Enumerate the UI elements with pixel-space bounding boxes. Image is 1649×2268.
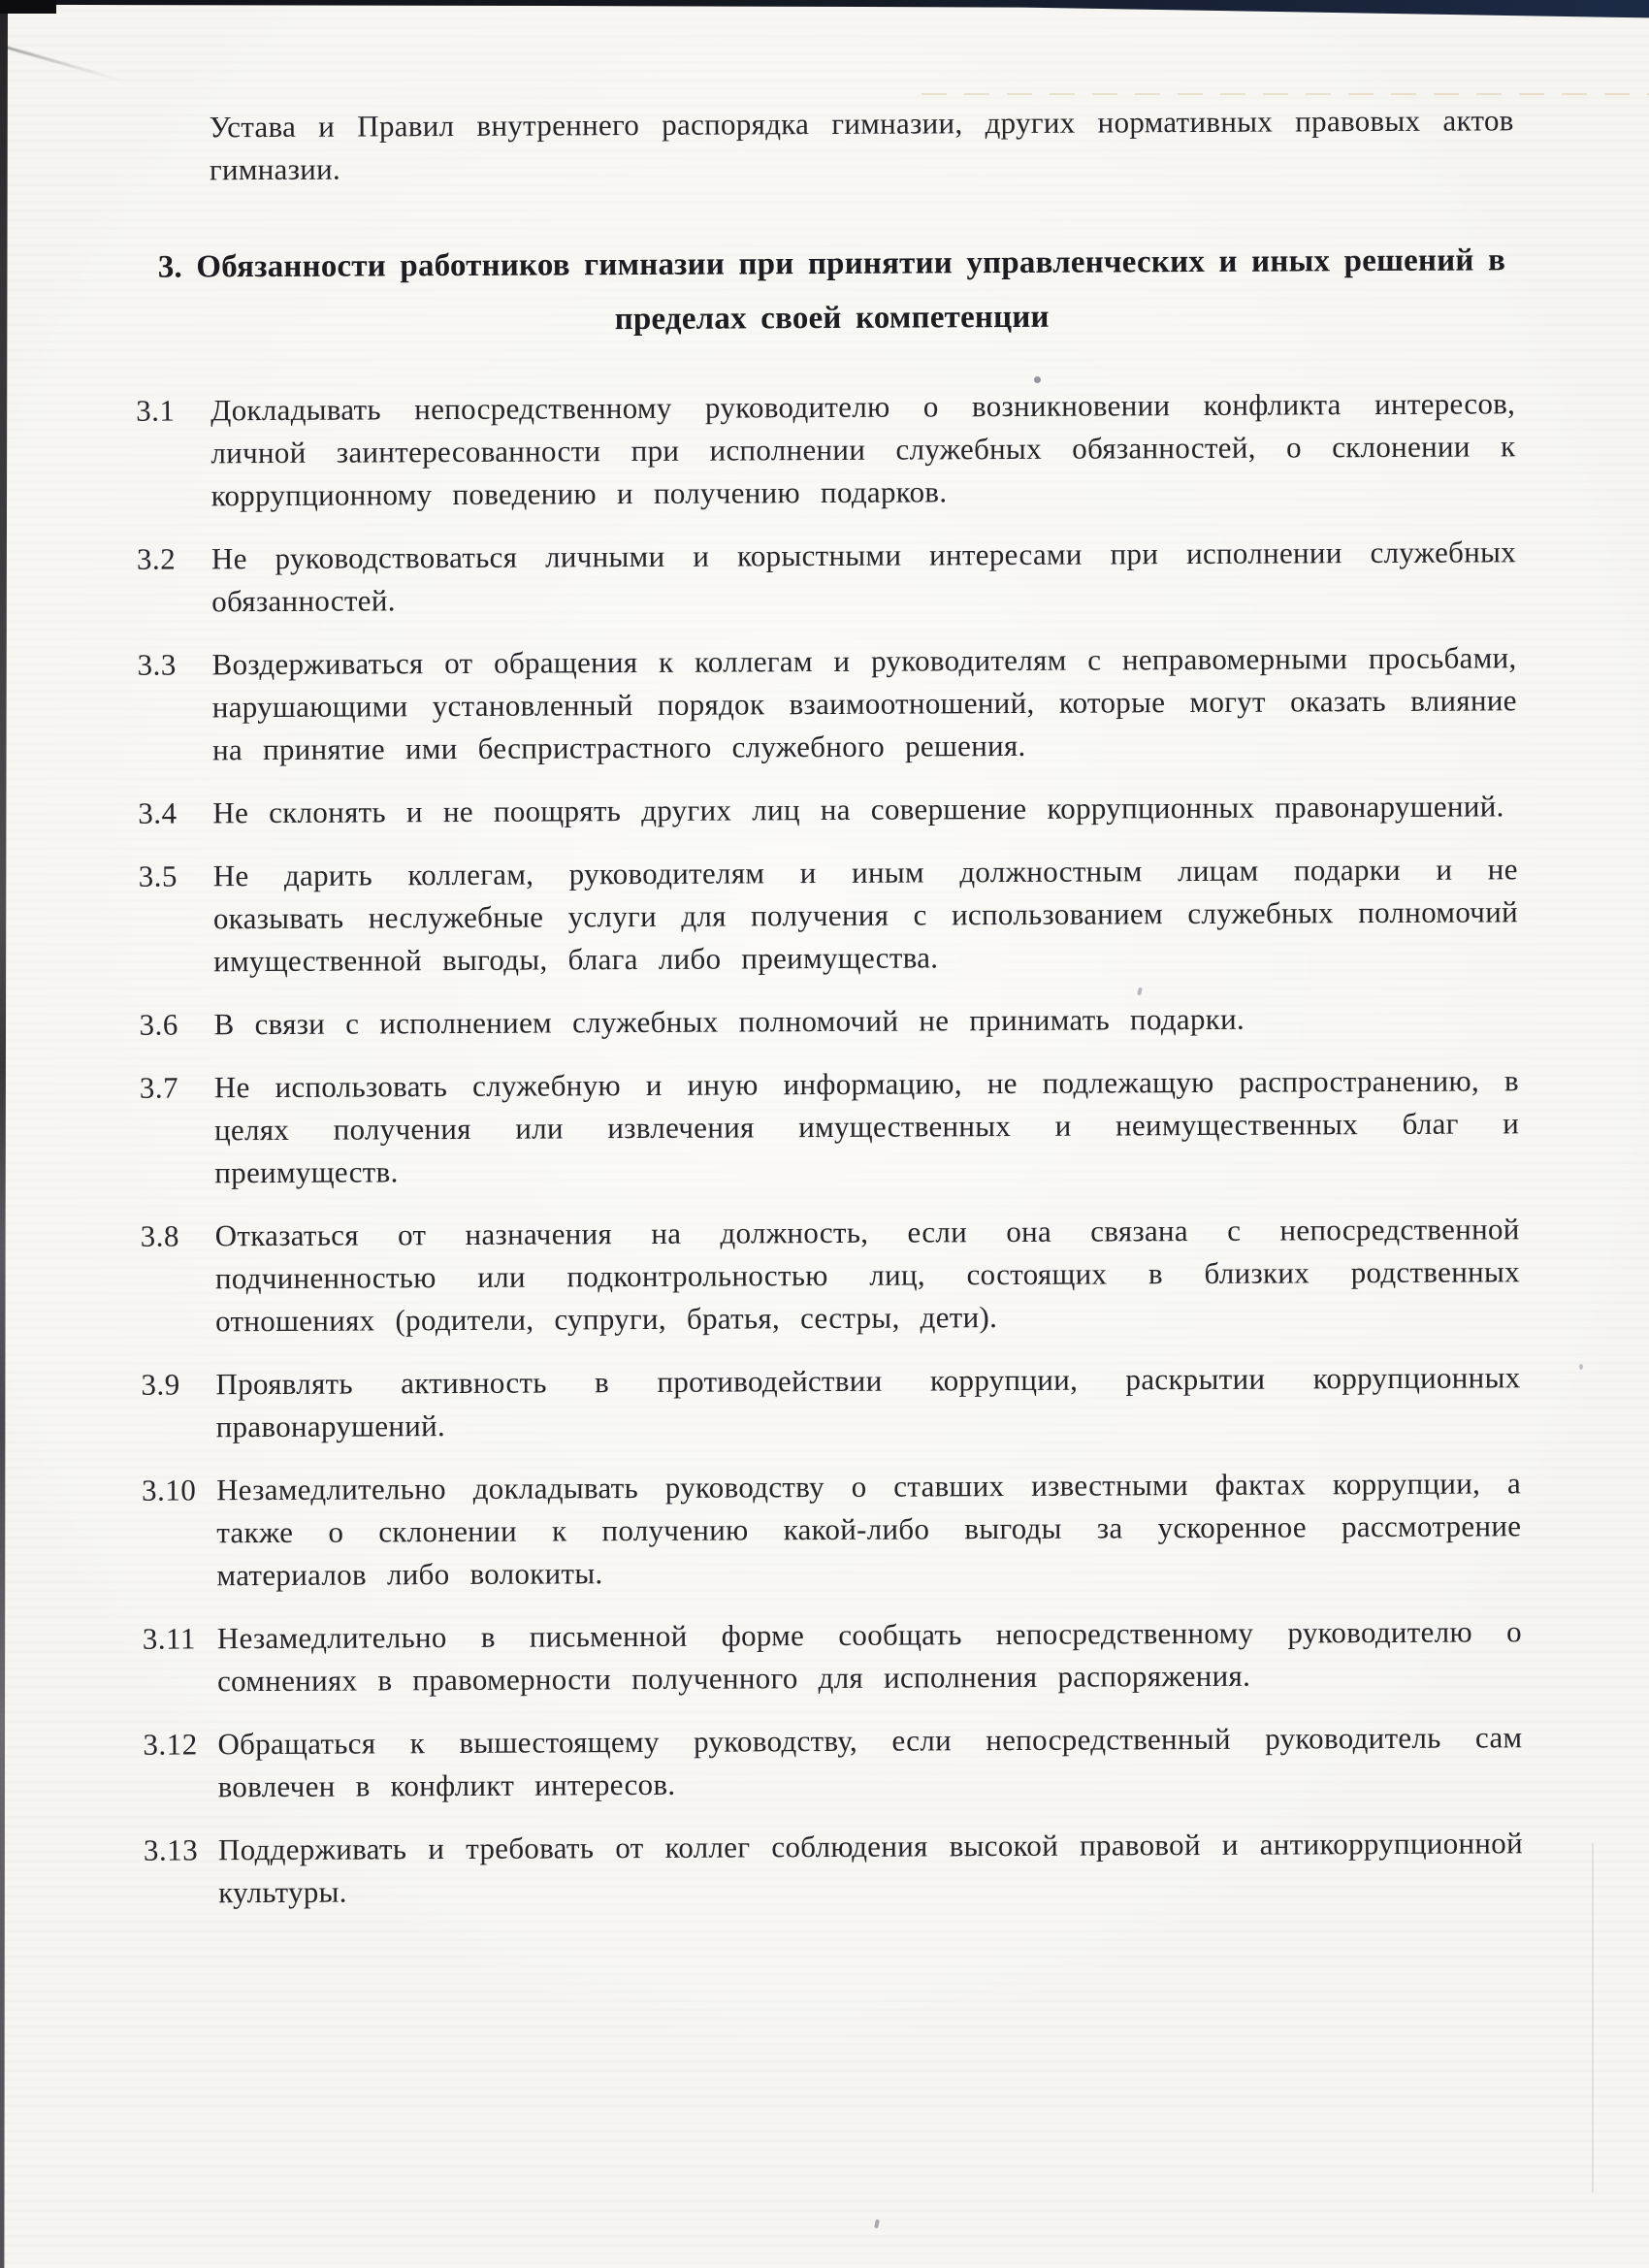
item-number: 3.3 bbox=[137, 647, 177, 682]
intro-paragraph: Устава и Правил внутреннего распорядка гимназии, других нормативных правовых актов гимназии. bbox=[209, 103, 1514, 187]
list-item bbox=[138, 848, 1519, 983]
item-text: Не использовать служебную и иную информацию, не подлежащую распространению, в целях получения или извлечения имущественных и неимущественных благ и преимуществ. bbox=[213, 1063, 1520, 1190]
item-number: 3.10 bbox=[141, 1473, 197, 1507]
item-number: 3.2 bbox=[136, 541, 177, 576]
scan-corner-artifact bbox=[0, 0, 56, 14]
list-item bbox=[139, 1059, 1520, 1194]
item-number: 3.12 bbox=[143, 1727, 198, 1762]
item-number: 3.13 bbox=[143, 1832, 199, 1867]
item-text: Не дарить коллегам, руководителям и иным должностным лицам подарки и не оказывать неслужебные услуги для получения с использованием служебных полномочий имущественной выгоды, блага либо преимущества. bbox=[212, 852, 1519, 979]
item-number: 3.6 bbox=[139, 1007, 178, 1042]
item-number: 3.7 bbox=[139, 1070, 179, 1105]
item-text: Поддерживать и требовать от коллег соблюдения высокой правовой и антикоррупционной культуры. bbox=[217, 1826, 1524, 1910]
list-item bbox=[137, 636, 1517, 771]
item-text: Воздерживаться от обращения к коллегам и руководителям с неправомерными просьбами, нарушающими установленный порядок взаимоотношений, которые могут оказать влияние на принятие ими беспристрастного служебного решения. bbox=[211, 640, 1517, 767]
item-text: Не руководствоваться личными и корыстными интересами при исполнении служебных обязанностей. bbox=[210, 535, 1517, 619]
item-number: 3.9 bbox=[141, 1367, 180, 1402]
list-item bbox=[140, 1208, 1521, 1343]
list-item bbox=[136, 531, 1517, 623]
list-item bbox=[141, 1356, 1521, 1448]
item-text: В связи с исполнением служебных полномочий не принимать подарки. bbox=[213, 1001, 1245, 1042]
section-heading: 3. Обязанности работников гимназии при принятии управленческих и иных решений в пределах своей компетенции bbox=[157, 243, 1506, 338]
list-item bbox=[142, 1610, 1522, 1702]
list-item bbox=[143, 1822, 1524, 1914]
scan-streak-artifact bbox=[1592, 1843, 1594, 2192]
obligations-list bbox=[2, 382, 1649, 1916]
list-item bbox=[141, 1462, 1522, 1597]
item-text: Не склонять и не поощрять других лиц на совершение коррупционных правонарушений. bbox=[212, 789, 1504, 830]
item-text: Докладывать непосредственному руководителю о возникновении конфликта интересов, личной заинтересованности при исполнении служебных обязанностей, о склонении к коррупционному поведению и получению подарков. bbox=[210, 386, 1516, 513]
item-number: 3.4 bbox=[138, 795, 178, 830]
item-text: Незамедлительно докладывать руководству о ставших известными фактах коррупции, а также о склонении к получению какой-либо выгоды за ускоренное рассмотрение материалов либо волокиты. bbox=[215, 1466, 1522, 1593]
item-text: Незамедлительно в письменной форме сообщать непосредственному руководителю о сомнениях в правомерности полученного для исполнения распоряжения. bbox=[216, 1614, 1522, 1699]
item-text: Проявлять активность в противодействии коррупции, раскрытии коррупционных правонарушений. bbox=[215, 1360, 1521, 1444]
scan-speck-artifact bbox=[1579, 1364, 1583, 1370]
list-item bbox=[139, 996, 1518, 1046]
list-item bbox=[136, 382, 1516, 517]
item-text: Отказаться от назначения на должность, если она связана с непосредственной подчиненностью или подконтрольностью лиц, состоящих в близких родственных отношениях (родители, супруги, братья, сестры, дети). bbox=[214, 1212, 1520, 1339]
scan-speck-artifact bbox=[1034, 376, 1041, 383]
list-item bbox=[138, 785, 1517, 834]
item-number: 3.1 bbox=[136, 393, 176, 428]
list-item bbox=[143, 1716, 1523, 1808]
item-number: 3.8 bbox=[140, 1218, 180, 1253]
item-number: 3.5 bbox=[138, 859, 178, 893]
scan-streak-artifact bbox=[922, 93, 1649, 95]
item-text: Обращаться к вышестоящему руководству, если непосредственный руководитель сам вовлечен в конфликт интересов. bbox=[217, 1720, 1523, 1804]
item-number: 3.11 bbox=[142, 1621, 197, 1656]
